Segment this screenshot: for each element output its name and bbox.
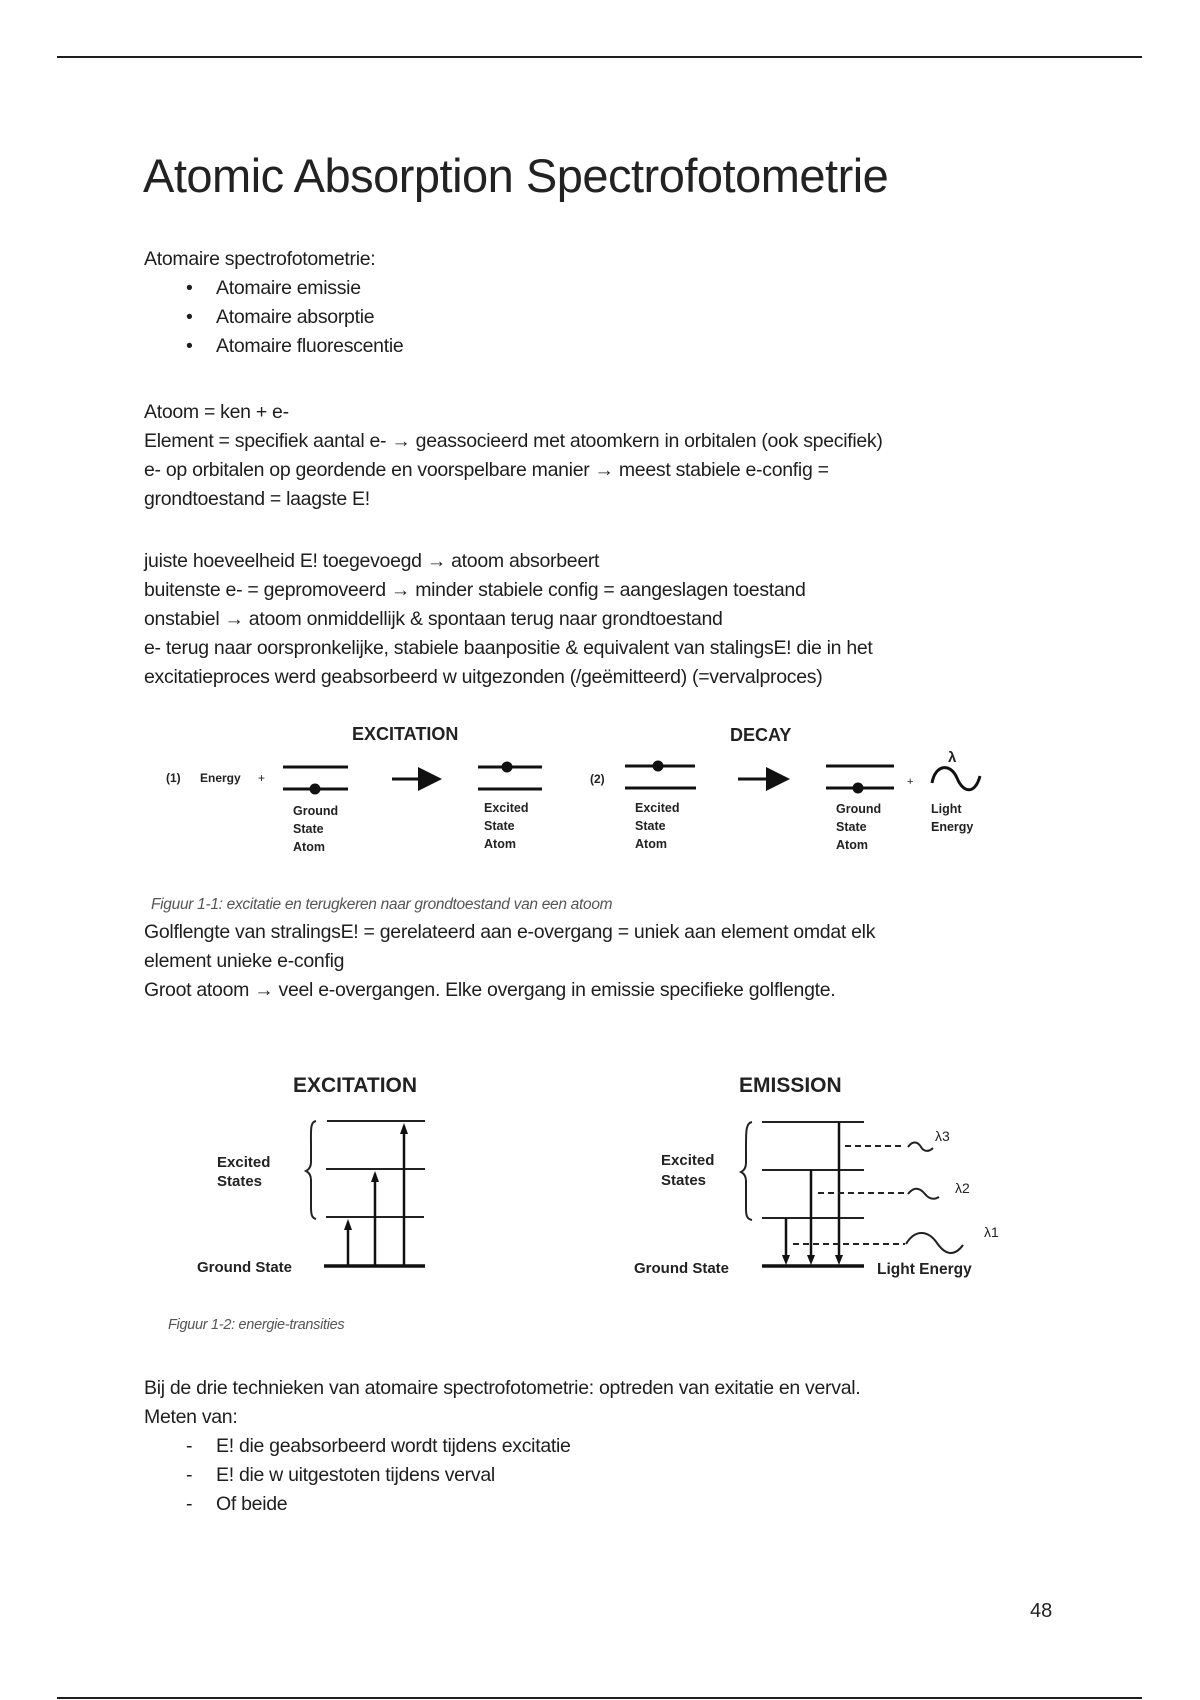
excited-state-atom-diagram — [478, 762, 542, 852]
list-item: • Atomaire emissie — [144, 274, 403, 303]
svg-text:Atom: Atom — [484, 837, 516, 851]
technique-list — [144, 274, 403, 361]
text-line: Atoom = ken + e- — [144, 401, 289, 423]
electron-dot — [310, 784, 321, 795]
ground-state-atom-diagram — [283, 767, 348, 854]
arrow-up-icon — [400, 1123, 408, 1134]
arrow-down-icon — [807, 1255, 815, 1265]
text-line: Meten van: — [144, 1406, 238, 1428]
svg-text:Ground: Ground — [836, 802, 882, 816]
header-rule — [57, 56, 1142, 58]
emission-title: EMISSION — [739, 1074, 842, 1097]
excited-states-label: Excited — [217, 1154, 271, 1171]
ground-state-label: Ground State — [634, 1260, 730, 1277]
page-number: 48 — [1030, 1600, 1053, 1622]
wavelength-label: λ2 — [955, 1180, 970, 1196]
brace-icon — [741, 1122, 752, 1220]
energy-label: Energy — [200, 771, 241, 785]
electron-dot — [653, 761, 664, 772]
text-line: Element = specifiek aantal e- → geassocieerd met atoomkern in orbitalen (ook specifiek) — [144, 430, 883, 452]
ground-state-atom-decay-diagram — [826, 766, 894, 852]
list-item: - E! die w uitgestoten tijdens verval — [144, 1461, 860, 1490]
wave-icon — [906, 1233, 963, 1253]
svg-text:States: States — [661, 1172, 707, 1189]
decay-title: DECAY — [730, 725, 792, 745]
paragraph-excitation — [144, 547, 873, 692]
light-wave-icon — [932, 768, 980, 790]
list-item: - E! die geabsorbeerd wordt tijdens excitatie — [144, 1432, 860, 1461]
wavelength-label: λ3 — [935, 1128, 950, 1144]
text-line: e- op orbitalen op geordende en voorspelbare manier → meest stabiele e-config = — [144, 459, 829, 481]
dash-marker: - — [186, 1435, 193, 1457]
figure-excitation-decay — [0, 715, 1200, 875]
intro-section — [144, 245, 403, 361]
bullet-icon: • — [186, 335, 193, 357]
list-item: • Atomaire fluorescentie — [144, 332, 403, 361]
wavelength-label: λ1 — [984, 1224, 999, 1240]
text-line: grondtoestand = laagste E! — [144, 488, 370, 510]
figure1-caption: Figuur 1-1: excitatie en terugkeren naar grondtoestand van een atoom — [151, 896, 613, 913]
svg-text:Ground: Ground — [293, 804, 339, 818]
lambda-symbol: λ — [948, 749, 957, 766]
svg-text:State: State — [836, 820, 867, 834]
wave-icon — [908, 1189, 939, 1199]
bullet-icon: • — [186, 277, 193, 299]
arrow-up-icon — [344, 1219, 352, 1230]
svg-text:State: State — [635, 819, 666, 833]
figure2-caption: Figuur 1-2: energie-transities — [168, 1317, 345, 1333]
light-energy-label: Light Energy — [877, 1261, 972, 1278]
paragraph-atom-definition — [144, 398, 883, 514]
excitation-panel — [197, 1074, 425, 1276]
svg-text:Atom: Atom — [836, 838, 868, 852]
text-line: Golflengte van stralingsE! = gerelateerd aan e-overgang = uniek aan element omdat elk — [144, 921, 876, 943]
electron-dot — [502, 762, 513, 773]
arrow-up-icon — [371, 1171, 379, 1182]
svg-text:State: State — [484, 819, 515, 833]
step2-label: (2) — [590, 772, 605, 786]
text-line: buitenste e- = gepromoveerd → minder stabiele config = aangeslagen toestand — [144, 579, 806, 601]
dash-marker: - — [186, 1493, 193, 1515]
text-line: e- terug naar oorspronkelijke, stabiele baanpositie & equivalent van stalingsE! die in het — [144, 637, 873, 659]
intro-heading: Atomaire spectrofotometrie: — [144, 248, 376, 270]
step1-label: (1) — [166, 771, 181, 785]
text-line: element unieke e-config — [144, 950, 345, 972]
bullet-icon: • — [186, 306, 193, 328]
svg-text:Atom: Atom — [293, 840, 325, 854]
text-line: excitatieproces werd geabsorbeerd w uitgezonden (/geëmitteerd) (=vervalproces) — [144, 666, 823, 688]
svg-text:Excited: Excited — [484, 801, 529, 815]
excitation-title: EXCITATION — [293, 1074, 418, 1097]
wave-icon — [908, 1142, 933, 1150]
arrow-down-icon — [835, 1255, 843, 1265]
page-title: Atomic Absorption Spectrofotometrie — [143, 149, 889, 202]
excited-state-atom-decay-diagram — [625, 761, 696, 852]
emission-panel — [634, 1074, 999, 1278]
plus-sign: + — [907, 776, 914, 788]
svg-text:State: State — [293, 822, 324, 836]
svg-text:Energy: Energy — [931, 820, 974, 834]
arrow-down-icon — [782, 1255, 790, 1265]
footer-rule — [57, 1697, 1142, 1699]
brace-icon — [306, 1121, 316, 1219]
text-line: Bij de drie technieken van atomaire spectrofotometrie: optreden van exitatie en verval. — [144, 1377, 861, 1399]
electron-dot — [853, 783, 864, 794]
text-line: juiste hoeveelheid E! toegevoegd → atoom absorbeert — [144, 550, 600, 572]
svg-text:Excited: Excited — [635, 801, 680, 815]
svg-text:States: States — [217, 1173, 263, 1190]
text-line: onstabiel → atoom onmiddellijk & spontaan terug naar grondtoestand — [144, 608, 723, 630]
paragraph-techniques — [144, 1374, 860, 1519]
svg-text:Light: Light — [931, 802, 962, 816]
measure-list — [144, 1432, 860, 1519]
svg-text:Atom: Atom — [635, 837, 667, 851]
excitation-title: EXCITATION — [352, 724, 459, 744]
plus-sign: + — [258, 771, 266, 785]
figure-energy-transitions — [0, 1060, 1200, 1300]
dash-marker: - — [186, 1464, 193, 1486]
list-item: - Of beide — [144, 1490, 860, 1519]
paragraph-wavelength — [144, 918, 875, 1005]
text-line: Groot atoom → veel e-overgangen. Elke overgang in emissie specifieke golflengte. — [144, 979, 836, 1001]
ground-state-label: Ground State — [197, 1259, 293, 1276]
excited-states-label: Excited — [661, 1152, 715, 1169]
list-item: • Atomaire absorptie — [144, 303, 403, 332]
